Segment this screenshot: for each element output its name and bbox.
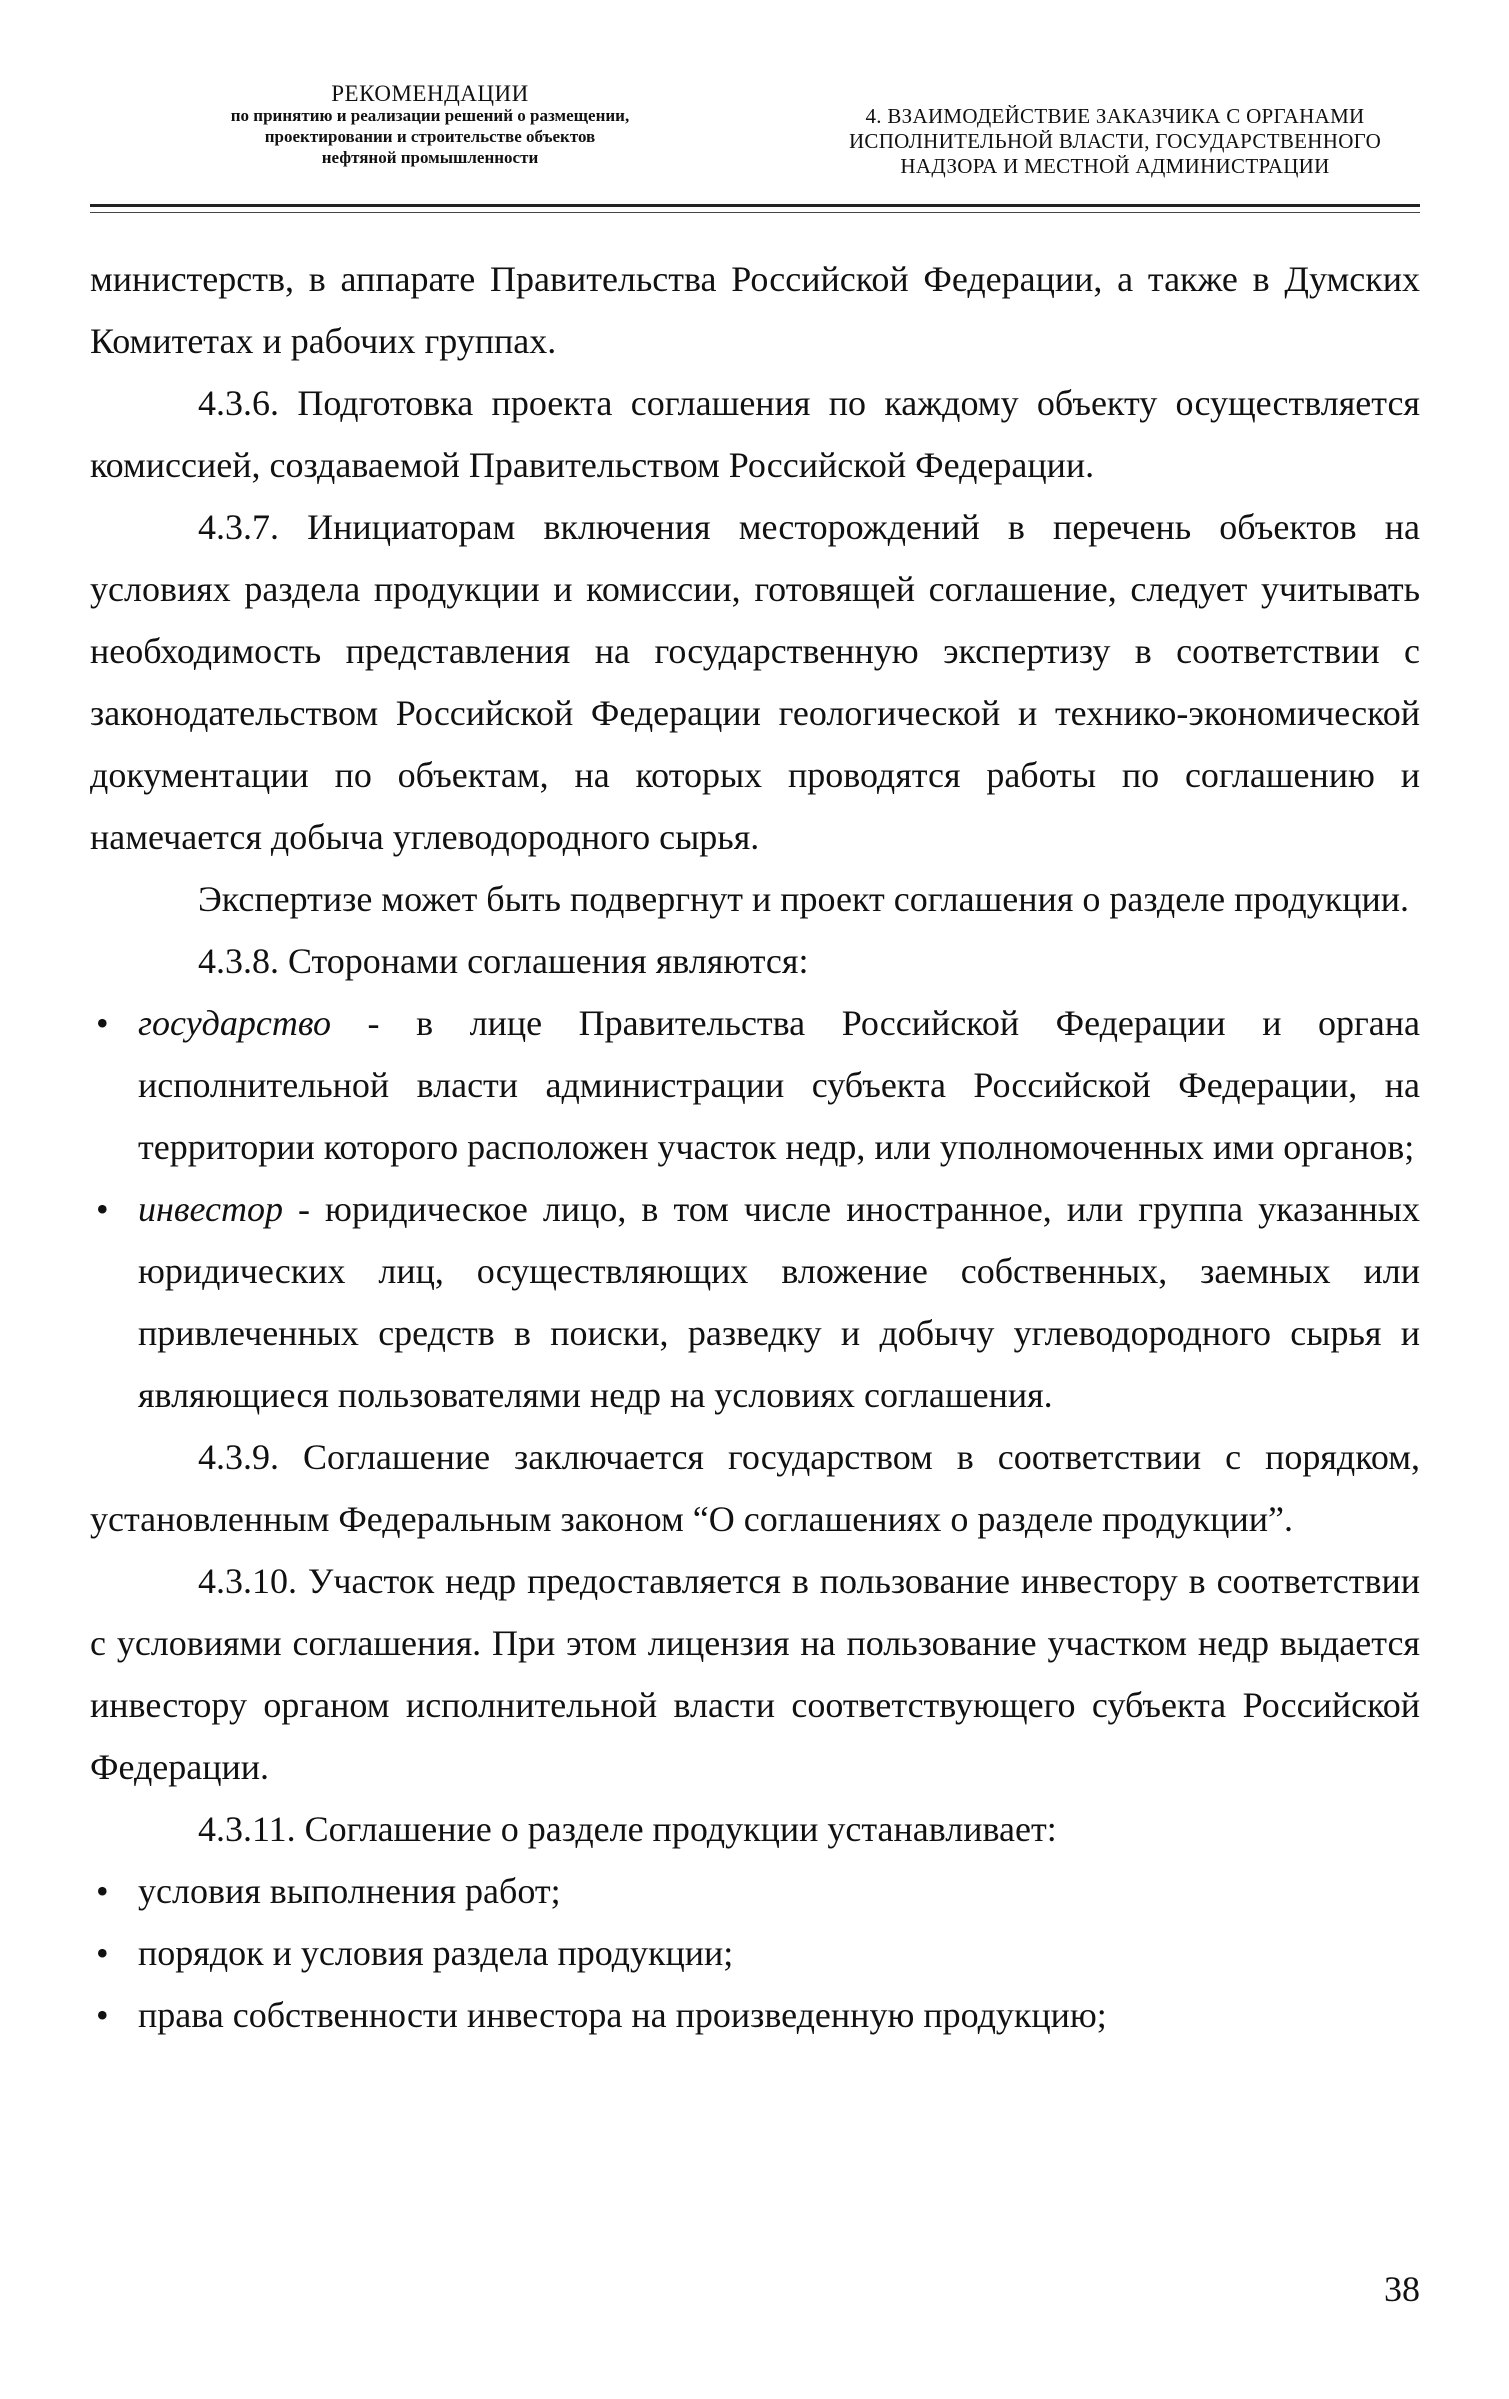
page-header [90, 82, 1420, 202]
term-investor: инвестор [138, 1189, 283, 1229]
header-right-line-1: 4. ВЗАИМОДЕЙСТВИЕ ЗАКАЗЧИКА С ОРГАНАМИ [865, 104, 1365, 128]
paragraph-continuation: министерств, в аппарате Правительства Российской Федерации, а также в Думских Комитетах и рабочих группах. [90, 259, 1420, 361]
paragraph-4-3-6: 4.3.6. Подготовка проекта соглашения по каждому объекту осуществляется комиссией, создаваемой Правительством Российской Федерации. [90, 383, 1420, 485]
list-item-text: порядок и условия раздела продукции; [138, 1933, 734, 1973]
list-item-investor [90, 1178, 1420, 1426]
paragraph-4-3-7: 4.3.7. Инициаторам включения месторождений в перечень объектов на условиях раздела продукции и комиссии, готовящей соглашение, следует учитывать необходимость представления на государственную экспертизу в соответствии с законодательством Российской Федерации геологической и технико-экономической документации по объектам, на которых проводятся работы по соглашению и намечается добыча углеводородного сырья. [90, 507, 1420, 857]
term-investor-description: - юридическое лицо, в том числе иностранное, или группа указанных юридических лиц, осуществляющих вложение собственных, заемных или привлеченных средств в поиски, разведку и добычу углеводородного сырья и являющиеся пользователями недр на условиях соглашения. [138, 1189, 1420, 1415]
bullet-icon: • [96, 1003, 109, 1043]
paragraph-4-3-9: 4.3.9. Соглашение заключается государством в соответствии с порядком, установленным Федеральным законом “О соглашениях о разделе продукции”. [90, 1437, 1420, 1539]
header-rule-thin [90, 212, 1420, 213]
list-item-text: условия выполнения работ; [138, 1871, 561, 1911]
bullet-icon: • [96, 1933, 109, 1973]
header-right-block [805, 104, 1425, 179]
paragraph-expertise: Экспертизе может быть подвергнут и проект соглашения о разделе продукции. [198, 879, 1409, 919]
header-left-line-2: проектировании и строительстве объектов [264, 127, 596, 146]
paragraph-4-3-11: 4.3.11. Соглашение о разделе продукции устанавливает: [198, 1809, 1057, 1849]
list-item-ownership-rights [90, 1984, 1420, 2046]
page-number: 38 [1384, 2269, 1420, 2309]
term-state: государство [138, 1003, 331, 1043]
header-right-line-2: ИСПОЛНИТЕЛЬНОЙ ВЛАСТИ, ГОСУДАРСТВЕННОГО [848, 129, 1382, 153]
bullet-icon: • [96, 1189, 109, 1229]
list-item-work-conditions [90, 1860, 1420, 1922]
document-body [90, 248, 1420, 2046]
term-state-description: - в лице Правительства Российской Федерации и органа исполнительной власти администрации субъекта Российской Федерации, на территории которого расположен участок недр, или уполномоченных ими органов; [138, 1003, 1420, 1167]
header-left-line-3: нефтяной промышленности [321, 148, 539, 167]
list-item-text: права собственности инвестора на произведенную продукцию; [138, 1995, 1107, 2035]
list-item-division-order [90, 1922, 1420, 1984]
header-left-line-1: по принятию и реализации решений о размещении, [230, 106, 630, 125]
header-left-block [110, 82, 750, 168]
paragraph-4-3-8: 4.3.8. Сторонами соглашения являются: [198, 941, 809, 981]
bullet-icon: • [96, 1995, 109, 2035]
header-left-title: РЕКОМЕНДАЦИИ [331, 81, 529, 106]
list-item-state [90, 992, 1420, 1178]
header-right-line-3: НАДЗОРА И МЕСТНОЙ АДМИНИСТРАЦИИ [900, 154, 1330, 178]
bullet-icon: • [96, 1871, 109, 1911]
paragraph-4-3-10: 4.3.10. Участок недр предоставляется в пользование инвестору в соответствии с условиями соглашения. При этом лицензия на пользование участком недр выдается инвестору органом исполнительной власти соответствующего субъекта Российской Федерации. [90, 1561, 1420, 1787]
header-rule-thick [90, 204, 1420, 207]
